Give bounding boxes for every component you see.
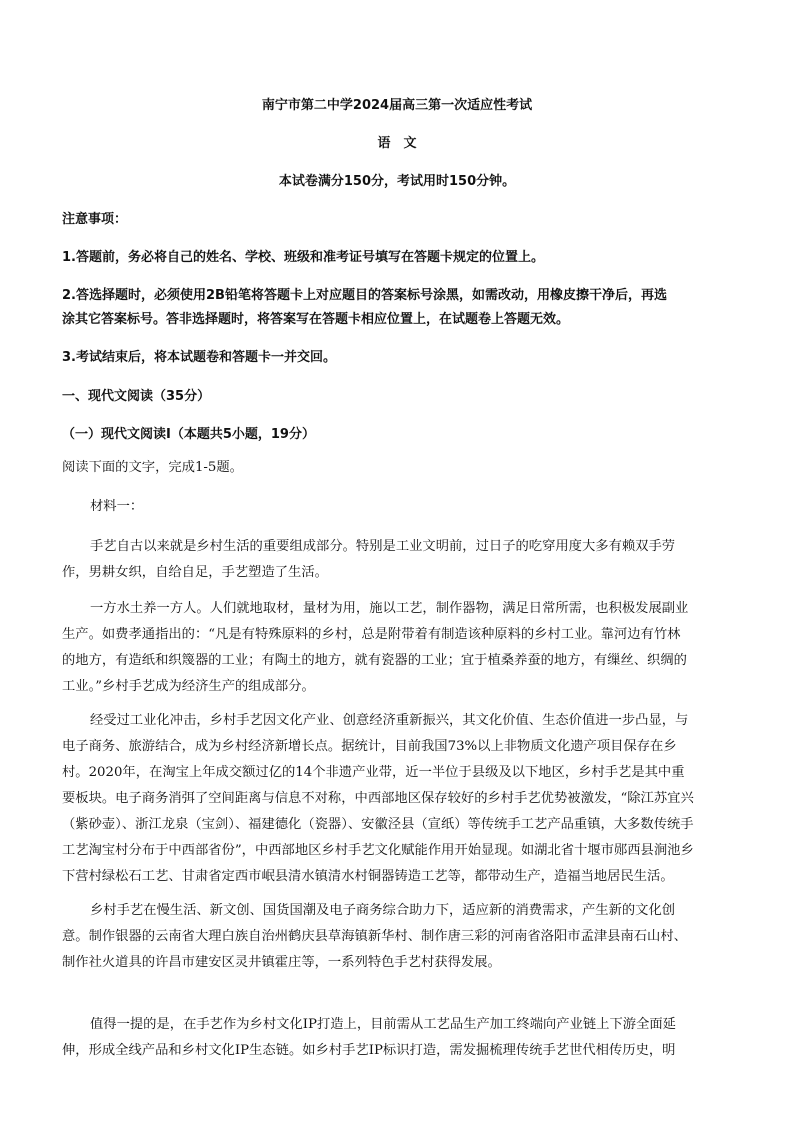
subsection-heading: （一）现代文阅读Ⅰ（本题共5小题，19分）	[62, 427, 315, 442]
paragraph-4-line: 乡村手艺在慢生活、新文创、国货国潮及电子商务综合助力下，适应新的消费需求，产生新的文化创	[90, 903, 676, 918]
paragraph-3-line: 电子商务、旅游结合，成为乡村经济新增长点。据统计，目前我国73%以上非物质文化遗产项目保存在乡	[62, 739, 677, 754]
section-heading: 一、现代文阅读（35分）	[62, 389, 211, 404]
paragraph-3-line: （紫砂壶）、浙江龙泉（宝剑）、福建德化（瓷器）、安徽泾县（宣纸）等传统手工艺产品重镇，大多数传统手	[62, 817, 694, 832]
paragraph-1	[62, 534, 730, 586]
paragraph-3	[62, 708, 730, 890]
notes-item-2-line-1: 2.答选择题时，必须使用2B铅笔将答题卡上对应题目的答案标号涂黑，如需改动，用橡皮擦干净后，再选	[62, 288, 667, 303]
paragraph-1-line: 手艺自古以来就是乡村生活的重要组成部分。特别是工业文明前，过日子的吃穿用度大多有赖双手劳	[90, 539, 676, 554]
paragraph-3-line: 要板块。电子商务消弭了空间距离与信息不对称，中西部地区保存较好的乡村手艺优势被激发，“除江苏宜兴	[62, 791, 694, 806]
paragraph-5-line: 值得一提的是，在手艺作为乡村文化IP打造上，目前需从工艺品生产加工终端向产业链上下游全面延	[90, 1017, 676, 1032]
paragraph-2-line: 工业。”乡村手艺成为经济生产的组成部分。	[62, 679, 315, 694]
reading-instruction: 阅读下面的文字，完成1-5题。	[62, 460, 243, 475]
paragraph-2-line: 一方水土养一方人。人们就地取材，量材为用，施以工艺，制作器物，满足日常所需，也积极发展副业	[90, 601, 689, 616]
notes-item-2-line-2: 涂其它答案标号。答非选择题时，将答案写在答题卡相应位置上，在试题卷上答题无效。	[62, 312, 570, 327]
paragraph-2	[62, 596, 730, 700]
paragraph-2-line: 的地方，有造纸和织篾器的工业；有陶土的地方，就有瓷器的工业；宜于植桑养蚕的地方，有缫丝、织绸的	[62, 653, 687, 668]
score-info: 本试卷满分150分，考试用时150分钟。	[278, 174, 516, 189]
paragraph-4-line: 制作社火道具的许昌市建安区灵井镇霍庄等，一系列特色手艺村获得发展。	[62, 955, 501, 970]
paragraph-3-line: 经受过工业化冲击，乡村手艺因文化产业、创意经济重新振兴，其文化价值、生态价值进一步凸显，与	[90, 713, 689, 728]
notes-item-3: 3.考试结束后，将本试题卷和答题卡一并交回。	[62, 350, 336, 365]
notes-item-1: 1.答题前，务必将自己的姓名、学校、班级和准考证号填写在答题卡规定的位置上。	[62, 250, 544, 265]
exam-title: 南宁市第二中学2024届高三第一次适应性考试	[261, 98, 533, 113]
material-label: 材料一：	[90, 499, 144, 514]
paragraph-3-line: 村。2020年，在淘宝上年成交额过亿的14个非遗产业带，近一半位于县级及以下地区，乡村手艺是其中重	[62, 765, 685, 780]
paragraph-4-line: 意。制作银器的云南省大理白族自治州鹤庆县草海镇新华村、制作唐三彩的河南省洛阳市孟津县南石山村、	[62, 929, 687, 944]
paragraph-4	[62, 898, 730, 976]
paragraph-5-line: 伸，形成全线产品和乡村文化IP生态链。如乡村手艺IP标识打造，需发掘梳理传统手艺世代相传历史，明	[62, 1043, 676, 1058]
paragraph-2-line: 生产。如费孝通指出的：“凡是有特殊原料的乡村，总是附带着有制造该种原料的乡村工业。靠河边有竹林	[62, 627, 681, 642]
subject-title: 语 文	[377, 136, 417, 151]
paragraph-1-line: 作，男耕女织，自给自足，手艺塑造了生活。	[62, 565, 328, 580]
paragraph-3-line: 下营村绿松石工艺、甘肃省定西市岷县清水镇清水村铜器铸造工艺等，都带动生产，造福当地居民生活。	[62, 869, 674, 884]
paragraph-5	[62, 1012, 730, 1064]
paragraph-3-line: 工艺淘宝村分布于中西部省份”，中西部地区乡村手艺文化赋能作用开始显现。如湖北省十堰市郧西县涧池乡	[62, 843, 694, 858]
notes-heading: 注意事项：	[62, 212, 128, 227]
